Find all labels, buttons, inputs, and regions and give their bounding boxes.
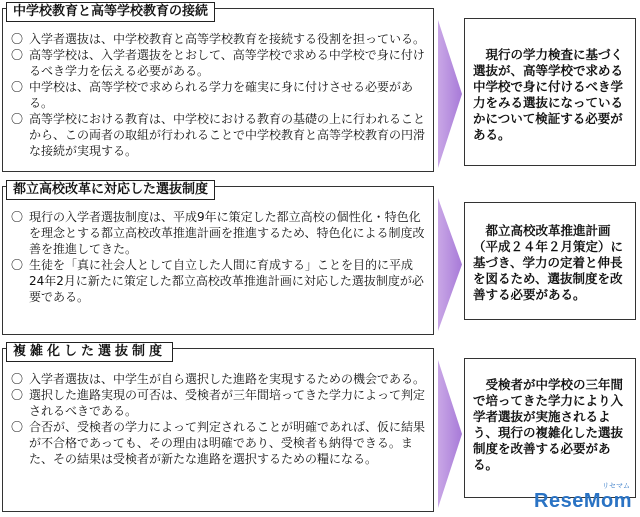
list-item: 〇 選択した進路実現の可否は、受検者が三年間培ってきた学力によって判定されるべきである。 — [11, 388, 426, 418]
conclusion-box: 現行の学力検査に基づく選抜が、高等学校で求める中学校で身に付けるべき学力をみる選抜になっているかについて検証する必要がある。 — [464, 18, 636, 166]
item-list — [9, 209, 427, 305]
list-item: 〇 高等学校は、入学者選抜をとおして、高等学校で求める中学校で身に付けるべき学力を伝える必要がある。 — [11, 48, 425, 78]
arrow-right-icon — [438, 198, 462, 331]
list-item: 〇 高等学校における教育は、中学校における教育の基礎の上に行われることから、この両者の取組が行われることで中学校教育と高等学校教育の円滑な接続が実現する。 — [11, 112, 426, 158]
conclusion-box: 受検者が中学校の三年間で培ってきた学力により入学者選抜が実施されるよう、現行の複雑化した選抜制度を改善する必要がある。 — [464, 358, 636, 498]
section-connection — [2, 2, 638, 172]
list-item: 〇 中学校は、高等学校で求められる学力を確実に身に付けさせる必要がある。 — [11, 80, 414, 110]
arrow-right-icon — [438, 360, 462, 508]
bullet-icon: 〇 — [11, 48, 24, 62]
resemom-logo: ReseMom — [534, 490, 632, 512]
conclusion-box: 都立高校改革推進計画（平成２４年２月策定）に基づき、学力の定着と伸長を図るため、選抜制度を改善する必要がある。 — [464, 202, 636, 320]
section-body — [2, 186, 434, 335]
bullet-icon: 〇 — [11, 388, 24, 402]
bullet-icon: 〇 — [11, 258, 24, 272]
section-reform — [2, 180, 638, 335]
item-list — [9, 371, 427, 467]
arrow-right-icon — [438, 20, 462, 168]
list-item: 〇 生徒を「真に社会人として自立した人間に育成する」ことを目的に平成24年2月に新たに策定した都立高校改革推進計画に対応した選抜制度が必要である。 — [11, 258, 424, 304]
list-item: 〇 現行の入学者選抜制度は、平成9年に策定した都立高校の個性化・特色化を理念とする都立高校改革推進計画を推進するため、特色化による制度改善を推進してきた。 — [11, 210, 425, 256]
list-item: 〇 入学者選抜は、中学校教育と高等学校教育を接続する役割を担っている。 — [11, 32, 426, 46]
list-item: 〇 入学者選抜は、中学生が自ら選択した進路を実現するための機会である。 — [11, 372, 426, 386]
list-item: 〇 合否が、受検者の学力によって判定されることが明確であれば、仮に結果が不合格であっても、その理由は明確であり、受検者も納得できる。また、その結果は受検者が新たな進路を選択するための糧になる。 — [11, 420, 426, 466]
bullet-icon: 〇 — [11, 112, 24, 126]
section-body — [2, 8, 434, 172]
section-heading: 複雑化した選抜制度 — [6, 342, 173, 362]
bullet-icon: 〇 — [11, 80, 24, 94]
bullet-icon: 〇 — [11, 210, 24, 224]
bullet-icon: 〇 — [11, 420, 24, 434]
section-body — [2, 348, 434, 512]
section-heading: 中学校教育と高等学校教育の接続 — [6, 2, 215, 22]
bullet-icon: 〇 — [11, 372, 24, 386]
bullet-icon: 〇 — [11, 32, 24, 46]
logo-subtext: リセマム — [602, 482, 630, 490]
item-list — [9, 31, 427, 159]
section-heading: 都立高校改革に対応した選抜制度 — [6, 180, 215, 200]
section-complexity — [2, 342, 638, 512]
